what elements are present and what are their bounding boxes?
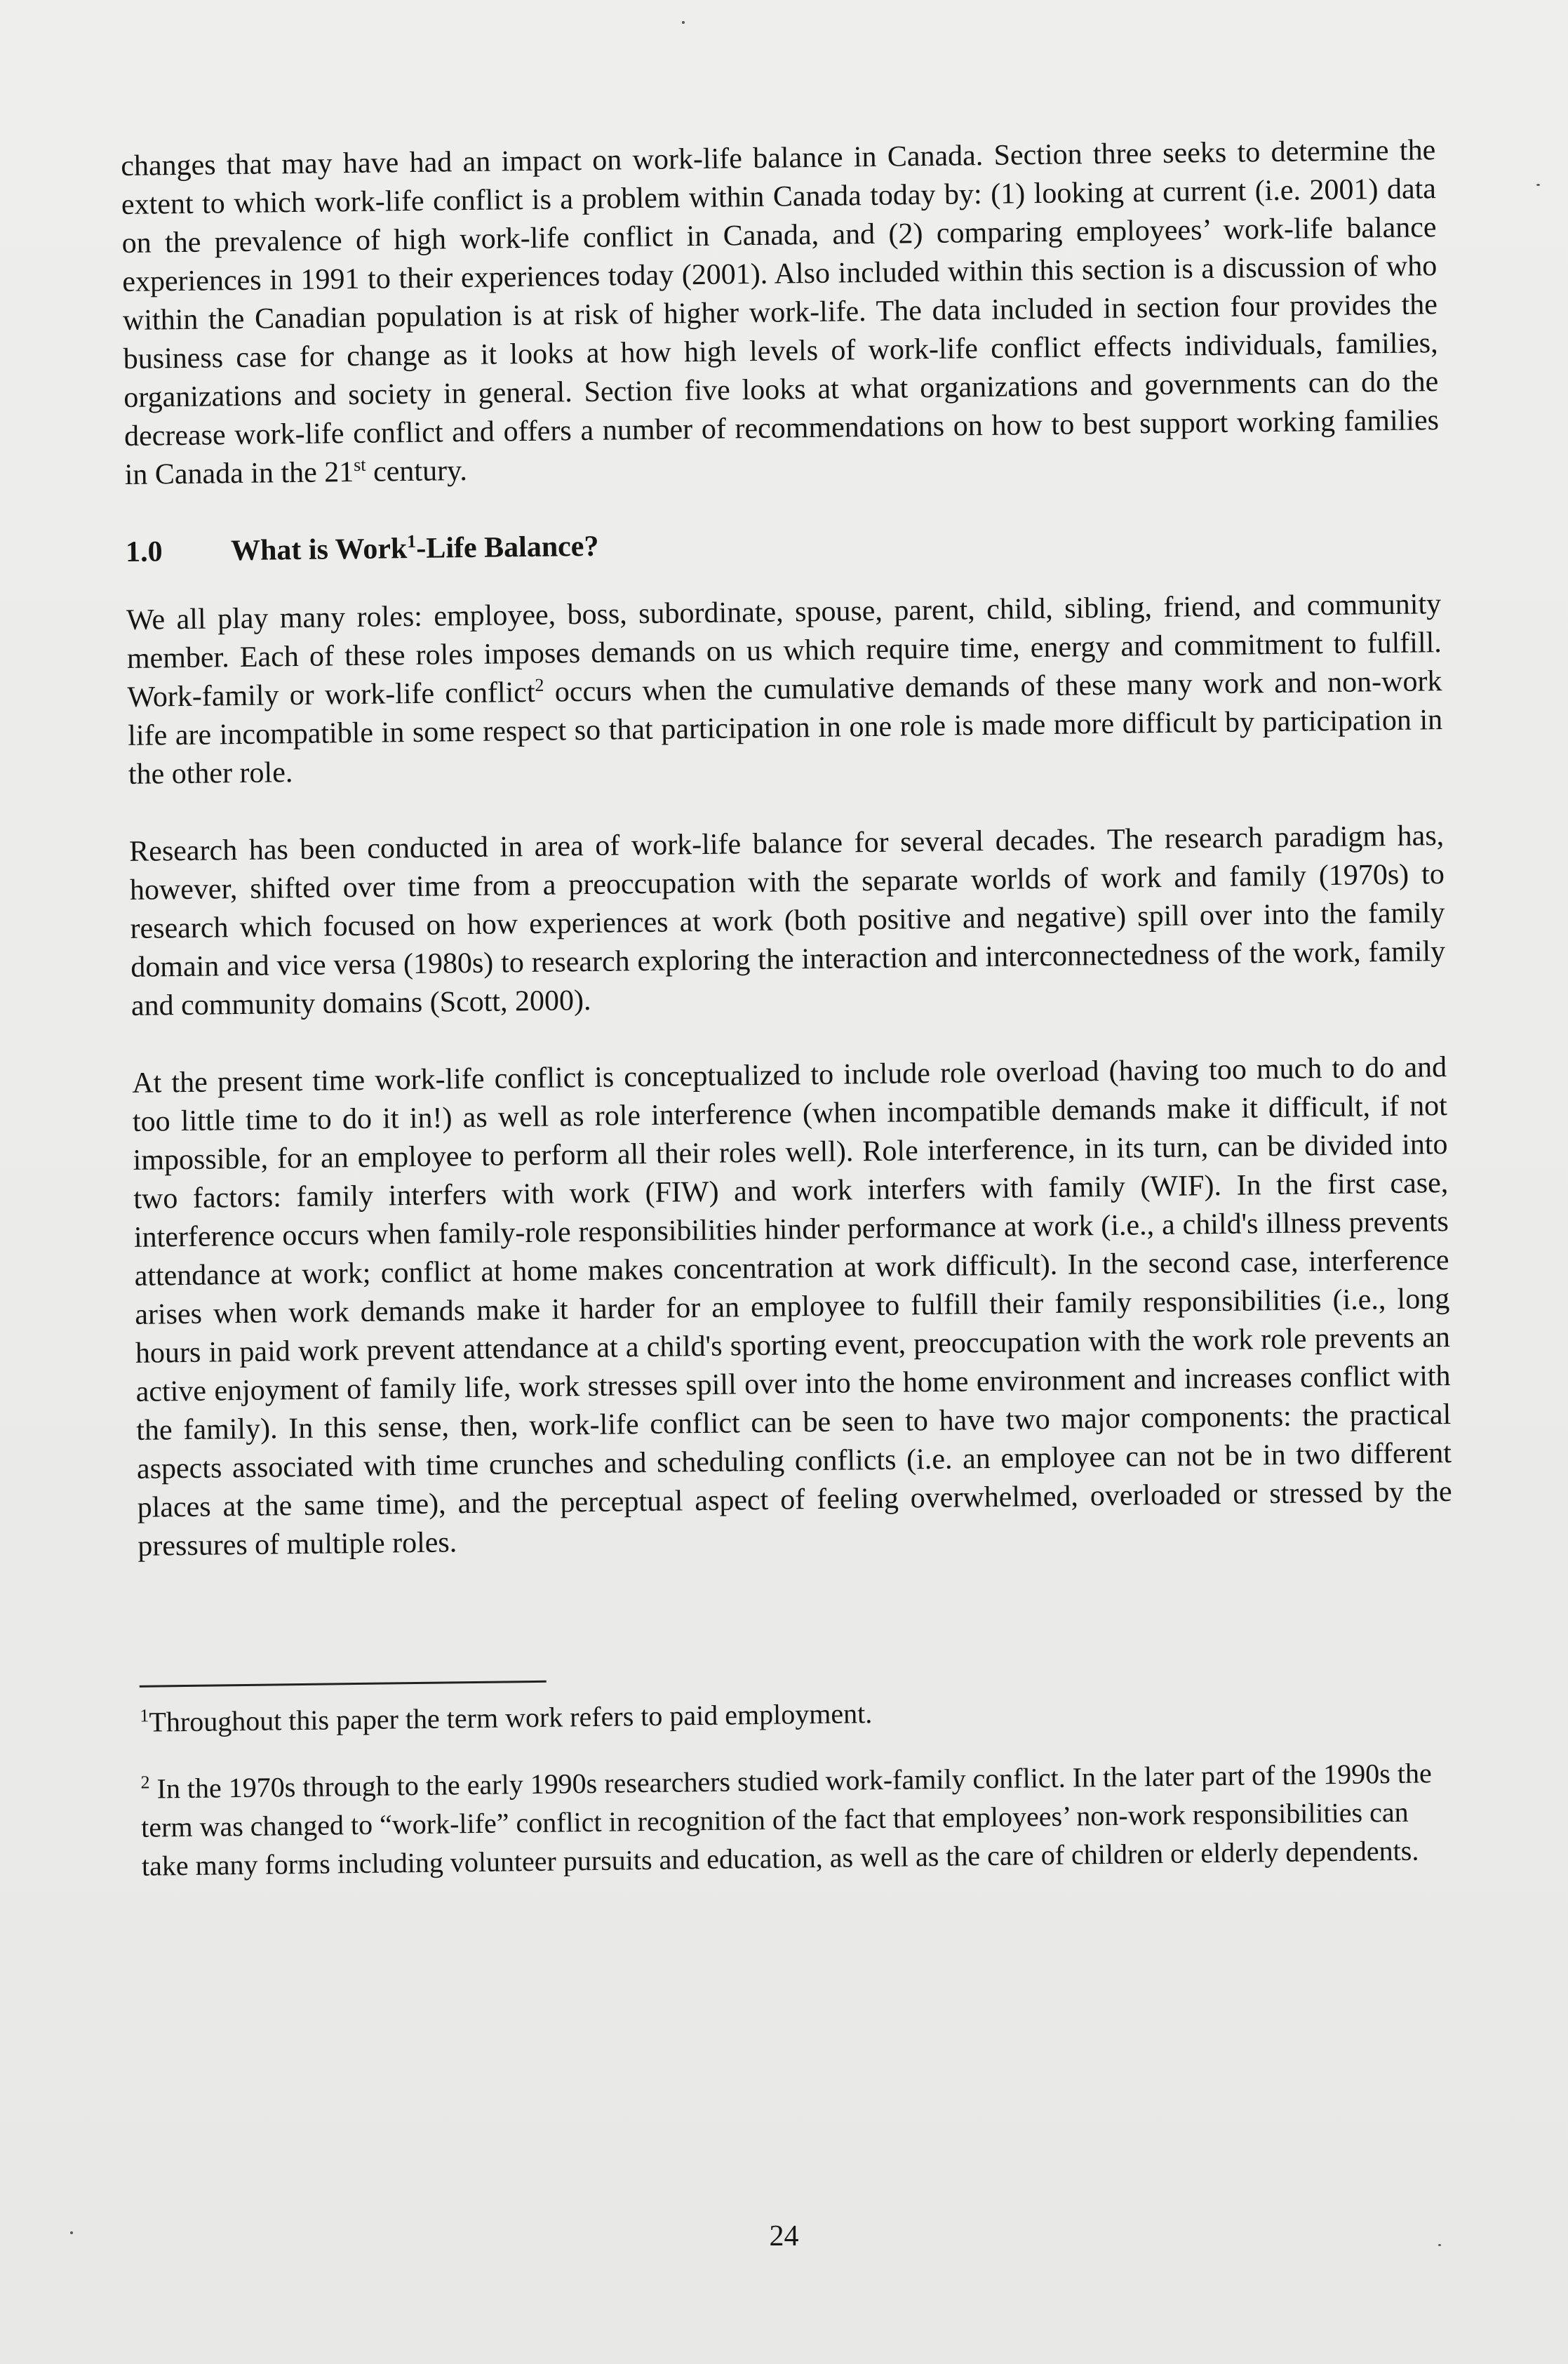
section-title: What is Work$^1$-Life Balance? [230, 530, 599, 568]
scan-speck [1438, 2244, 1441, 2246]
scan-speck [682, 21, 685, 24]
footnote-marker-1: 1 [140, 1705, 149, 1726]
footnote-2: $^2$ In the 1970s through to the early 1990s researchers studied work-family conflict. In the later part of the 1990s the term was changed to “work-life” conflict in recognition of the fact that employees’ non-work responsibilities can take many forms including volunteer pursuits and education, as well as the care of children or elderly dependents. [140, 1757, 1432, 1882]
roles-paragraph: We all play many roles: employee, boss, subordinate, spouse, parent, child, sibling, friend, and community member. Each of these roles imposes demands on us which require time, energy and commitment to fulfill. Work-family or work-life conflict$^2$ occurs when the cumulative demands of these many work and non-work life are incompatible in some respect so that participation in one role is made more difficult by participation in the other role. [126, 588, 1443, 791]
research-paragraph: Research has been conducted in area of work-life balance for several decades. The research paradigm has, however, shifted over time from a preoccupation with the separate worlds of work and family (1970s) to research which focused on how experiences at work (both positive and negative) spill over into the family domain and vice versa (1980s) to research exploring the interaction and interconnectedness of the work, family and community domains (Scott, 2000). [128, 820, 1446, 1022]
page-body [121, 131, 1457, 1914]
footnote-marker-2: 2 [140, 1772, 150, 1793]
footnote-1: $^1$Throughout this paper the term work refers to paid employment. [140, 1697, 873, 1738]
scan-speck [1536, 184, 1540, 186]
footnote-separator [140, 1681, 547, 1688]
section-heading [126, 517, 1441, 572]
section-number: 1.0 [125, 535, 163, 568]
ordinal-superscript: st [353, 454, 366, 475]
definition-paragraph: At the present time work-life conflict is conceptualized to include role overload (having too much to do and too little time to do it in!) as well as role interference (when incompatible demands make it difficult, if not impossible, for an employee to perform all their roles well). Role interference, in its turn, can be divided into two factors: family interfers with work (FIW) and work interfers with family (WIF). In the first case, interference occurs when family-role responsibilities hinder performance at work (i.e., a child's illness prevents attendance at work; conflict at home makes concentration at work difficult). In the second case, interference arises when work demands make it harder for an employee to fulfill their family responsibilities (i.e., long hours in paid work prevent attendance at a child's sporting event, preoccupation with the work role prevents an active enjoyment of family life, work stresses spill over into the home environment and increases conflict with the family). In this sense, then, work-life conflict can be seen to have two major components: the practical aspects associated with time crunches and scheduling conflicts (i.e. an employee can not be in two different places at the same time), and the perceptual aspect of feeling overwhelmed, overloaded or stressed by the pressures of multiple roles. [132, 1051, 1452, 1563]
scan-speck [70, 2231, 73, 2234]
page-number: 24 [769, 2220, 799, 2252]
footnote-ref-1: 1 [407, 530, 417, 552]
footnote-ref-2: 2 [535, 674, 544, 695]
intro-paragraph: changes that may have had an impact on work-life balance in Canada. Section three seeks to determine the extent to which work-life conflict is a problem within Canada today by: (1) looking at current (i.e. 2001) data on the prevalence of high work-life conflict in Canada, and (2) comparing employees’ work-life balance experiences in 1991 to their experiences today (2001). Also included within this section is a discussion of who within the Canadian population is at risk of higher work-life. The data included in section four provides the business case for change as it looks at how high levels of work-life conflict effects individuals, families, organizations and society in general. Section five looks at what organizations and governments can do the decrease work-life conflict and offers a number of recommendations on how to best support working families in Canada in the 21st century. [121, 134, 1440, 491]
